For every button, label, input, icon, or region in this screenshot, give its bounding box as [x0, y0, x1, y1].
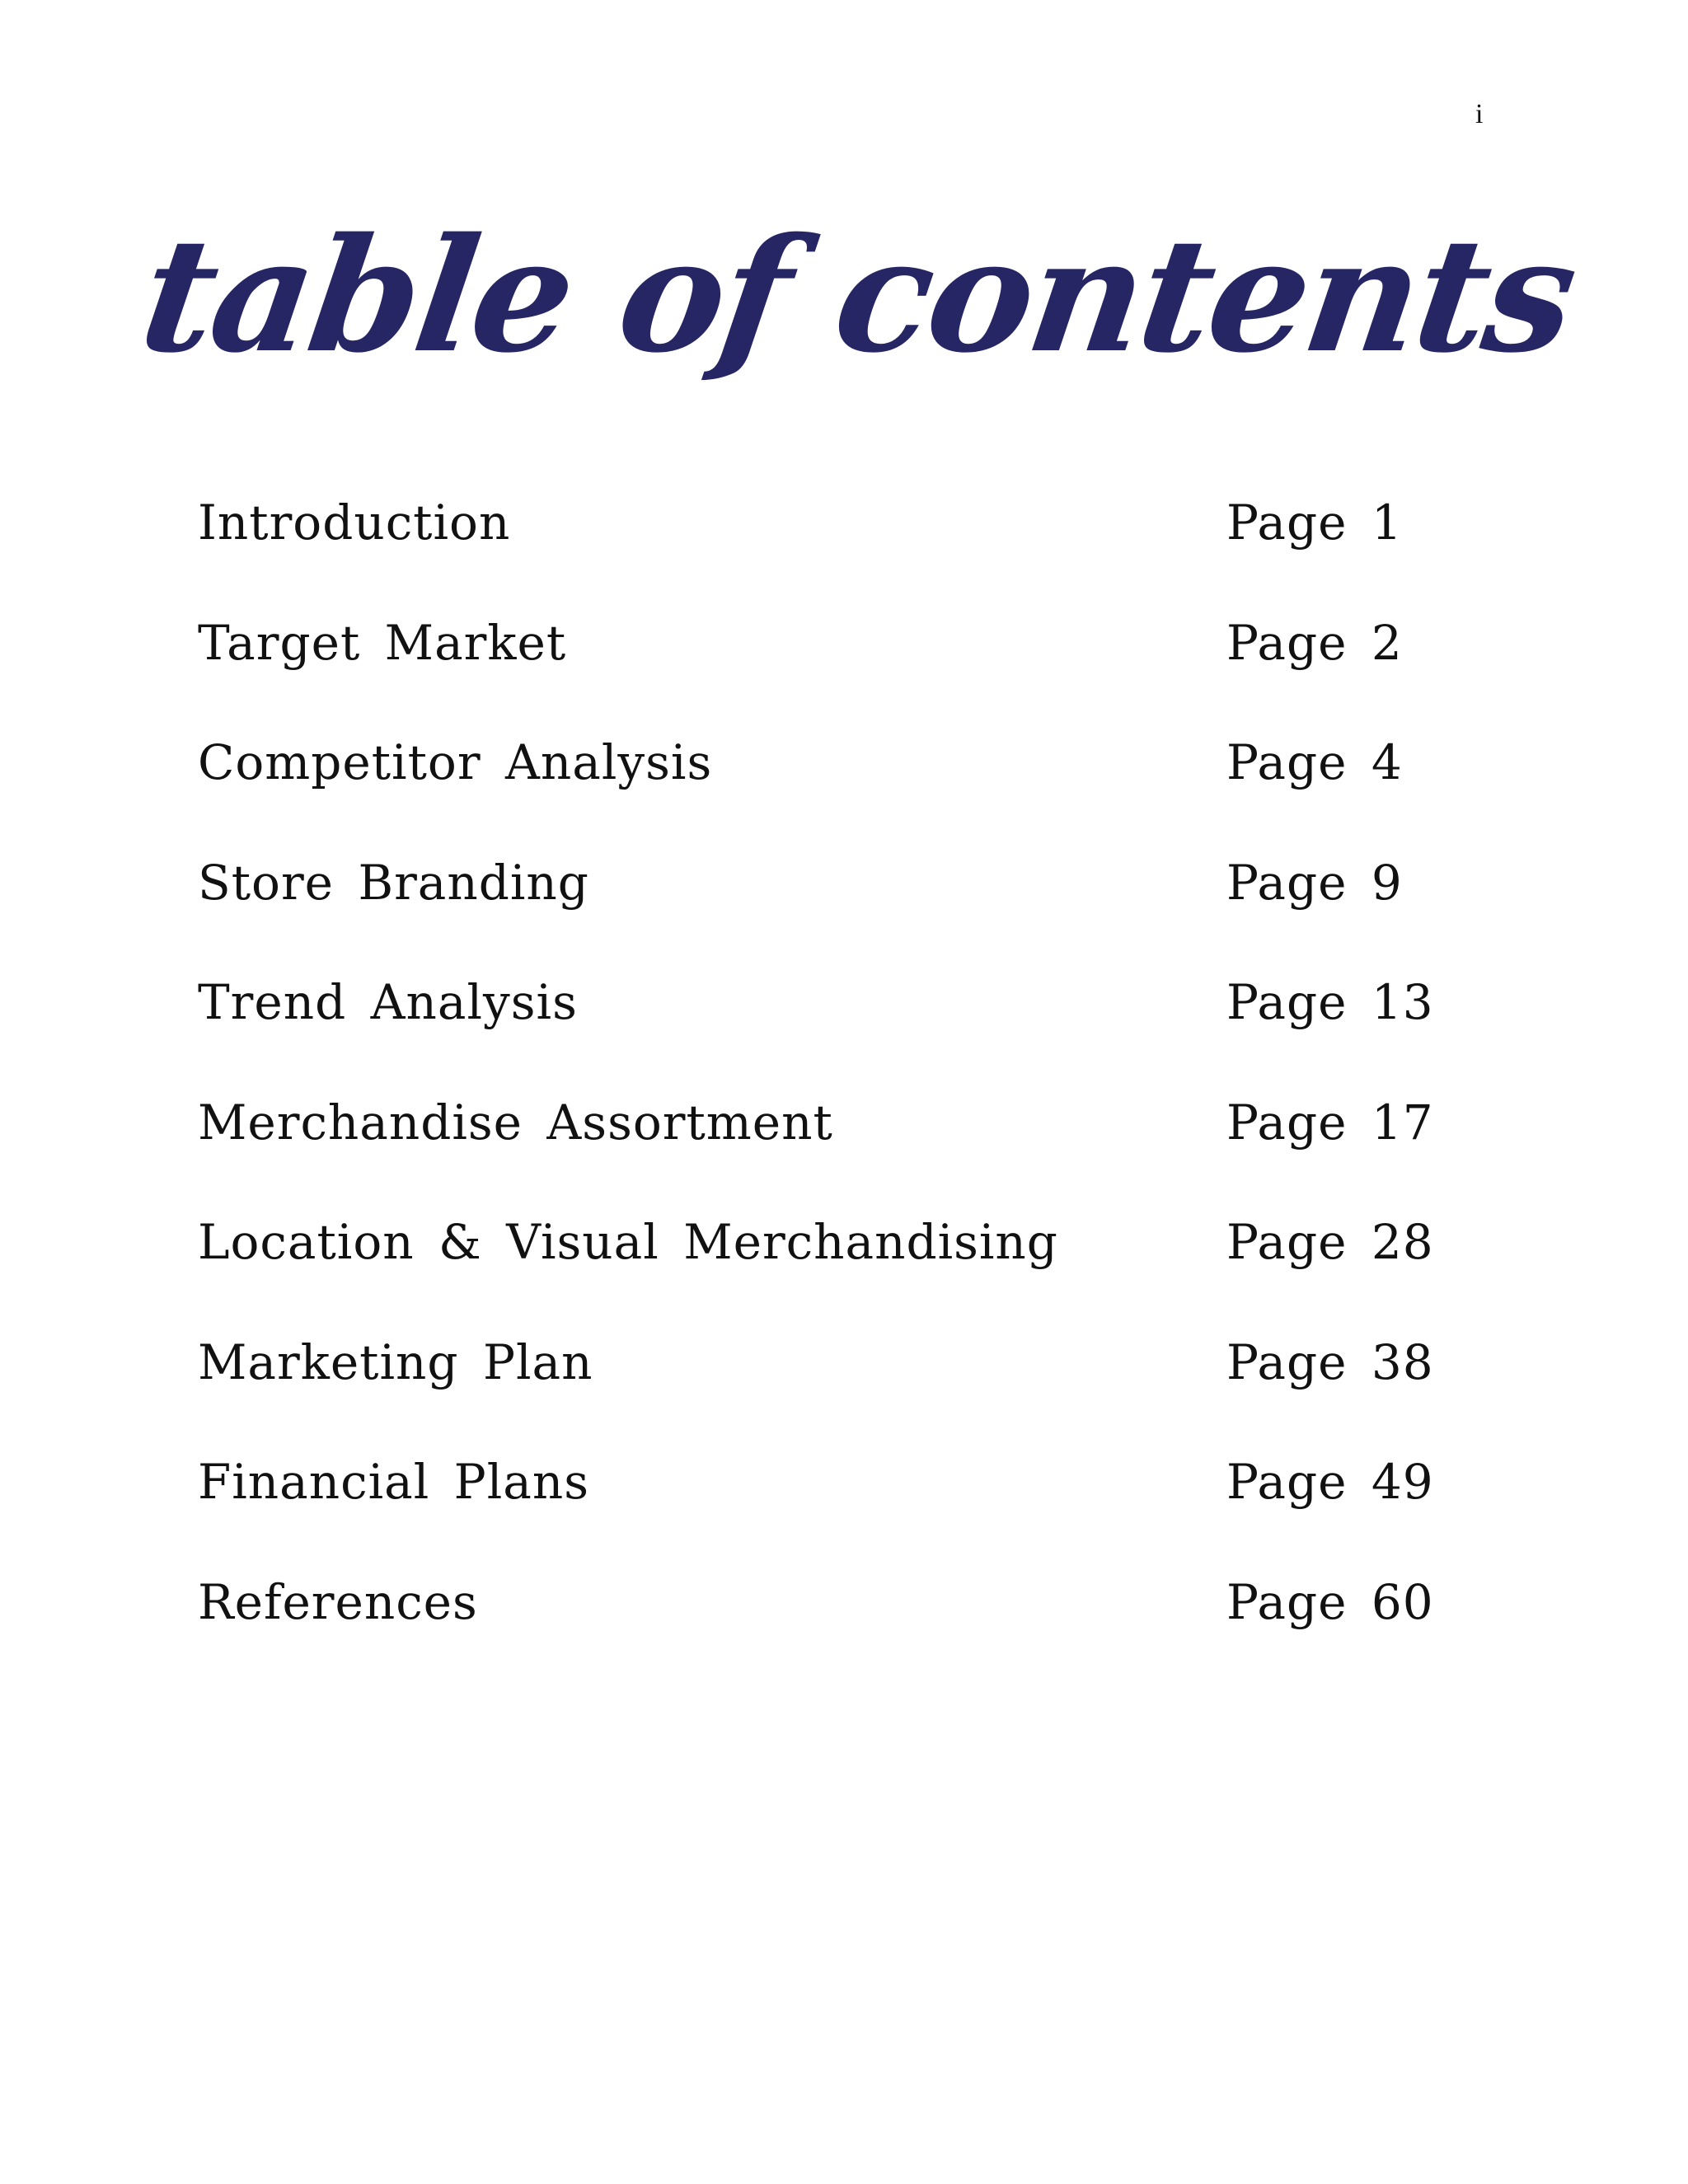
toc-entry-label[interactable]: Competitor Analysis: [198, 734, 713, 790]
toc-row[interactable]: [198, 1214, 1484, 1334]
toc-row[interactable]: [198, 615, 1484, 735]
toc-entry-page: Page 38: [1226, 1333, 1434, 1390]
toc-entry-page: Page 4: [1226, 734, 1403, 790]
toc-entry-label[interactable]: Marketing Plan: [198, 1333, 593, 1390]
toc-entry-page: Page 2: [1226, 614, 1403, 671]
toc-entry-label[interactable]: Introduction: [198, 494, 511, 551]
toc-entry-label[interactable]: Trend Analysis: [198, 974, 578, 1030]
toc-row[interactable]: [198, 974, 1484, 1094]
toc-entry-label[interactable]: Merchandise Assortment: [198, 1094, 833, 1151]
toc-entry-label[interactable]: References: [198, 1573, 478, 1630]
page-title: [131, 181, 1584, 462]
toc-row[interactable]: [198, 494, 1484, 615]
script-title-graphic: [131, 181, 1584, 462]
toc-entry-page: Page 9: [1226, 854, 1403, 911]
toc-entry-label[interactable]: Location & Visual Merchandising: [198, 1214, 1058, 1270]
toc-entry-page: Page 13: [1226, 974, 1434, 1030]
toc-row[interactable]: [198, 1094, 1484, 1215]
table-of-contents: [198, 494, 1484, 1694]
toc-entry-page: Page 28: [1226, 1214, 1434, 1270]
toc-entry-label[interactable]: Target Market: [198, 614, 567, 671]
toc-entry-page: Page 49: [1226, 1454, 1434, 1510]
toc-row[interactable]: [198, 855, 1484, 975]
toc-entry-page: Page 60: [1226, 1573, 1434, 1630]
toc-row[interactable]: [198, 734, 1484, 855]
toc-row[interactable]: [198, 1574, 1484, 1694]
toc-row[interactable]: [198, 1454, 1484, 1574]
toc-row[interactable]: [198, 1334, 1484, 1455]
toc-entry-page: Page 1: [1226, 494, 1403, 551]
toc-entry-label[interactable]: Financial Plans: [198, 1454, 589, 1510]
toc-entry-label[interactable]: Store Branding: [198, 854, 589, 911]
toc-entry-page: Page 17: [1226, 1094, 1434, 1151]
page-number: i: [1475, 99, 1484, 129]
title-text: table of contents: [131, 204, 1584, 388]
